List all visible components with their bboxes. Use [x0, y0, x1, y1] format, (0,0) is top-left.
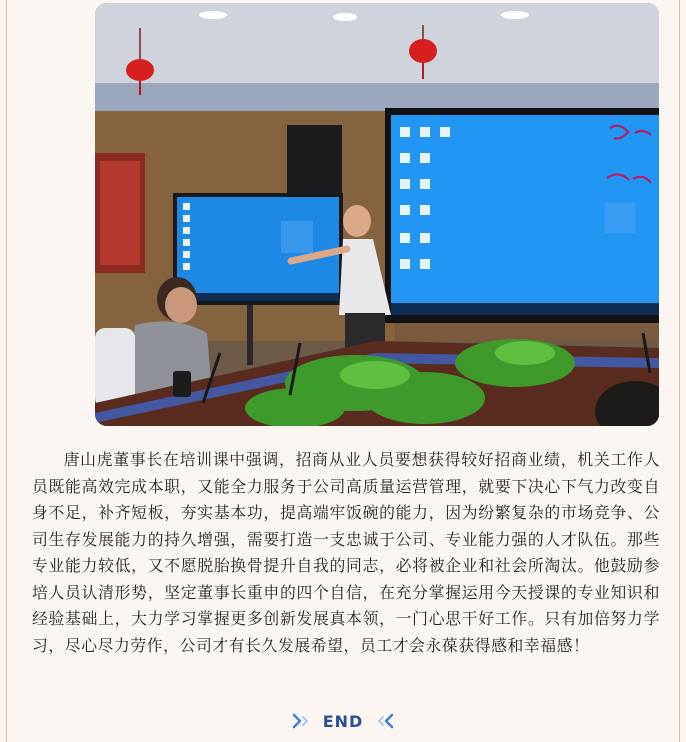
article-paragraph: 唐山虎董事长在培训课中强调，招商从业人员要想获得较好招商业绩，机关工作人员既能高效完成本职，又能全力服务于公司高质量运营管理，就要下决心下气力改变自身不足，补齐短板，夯实基本功，提高端牢饭碗的能力，因为纷繁复杂的市场竞争、公司生存发展能力的持久增强，需要打造一支忠诚于公司、专业能力强的人才队伍。那些专业能力较低，又不愿脱胎换骨提升自我的同志，必将被企业和社会所淘汰。他鼓励参培人员认清形势，坚定董事长重申的四个自信，在充分掌握运用今天授课的专业知识和经验基础上，大力学习掌握更多创新发展真本领，一门心思干好工作。只有加倍努力学习，尽心尽力劳作，公司才有长久发展希望，员工才会永葆获得感和幸福感！: [32, 450, 660, 655]
left-border-line: [6, 0, 7, 742]
end-marker: [0, 707, 686, 735]
training-session-photo: [95, 3, 659, 426]
right-border-line: [679, 0, 680, 742]
end-label: END: [322, 711, 364, 731]
double-chevron-right-icon: [291, 713, 313, 729]
double-chevron-left-icon: [373, 713, 395, 729]
